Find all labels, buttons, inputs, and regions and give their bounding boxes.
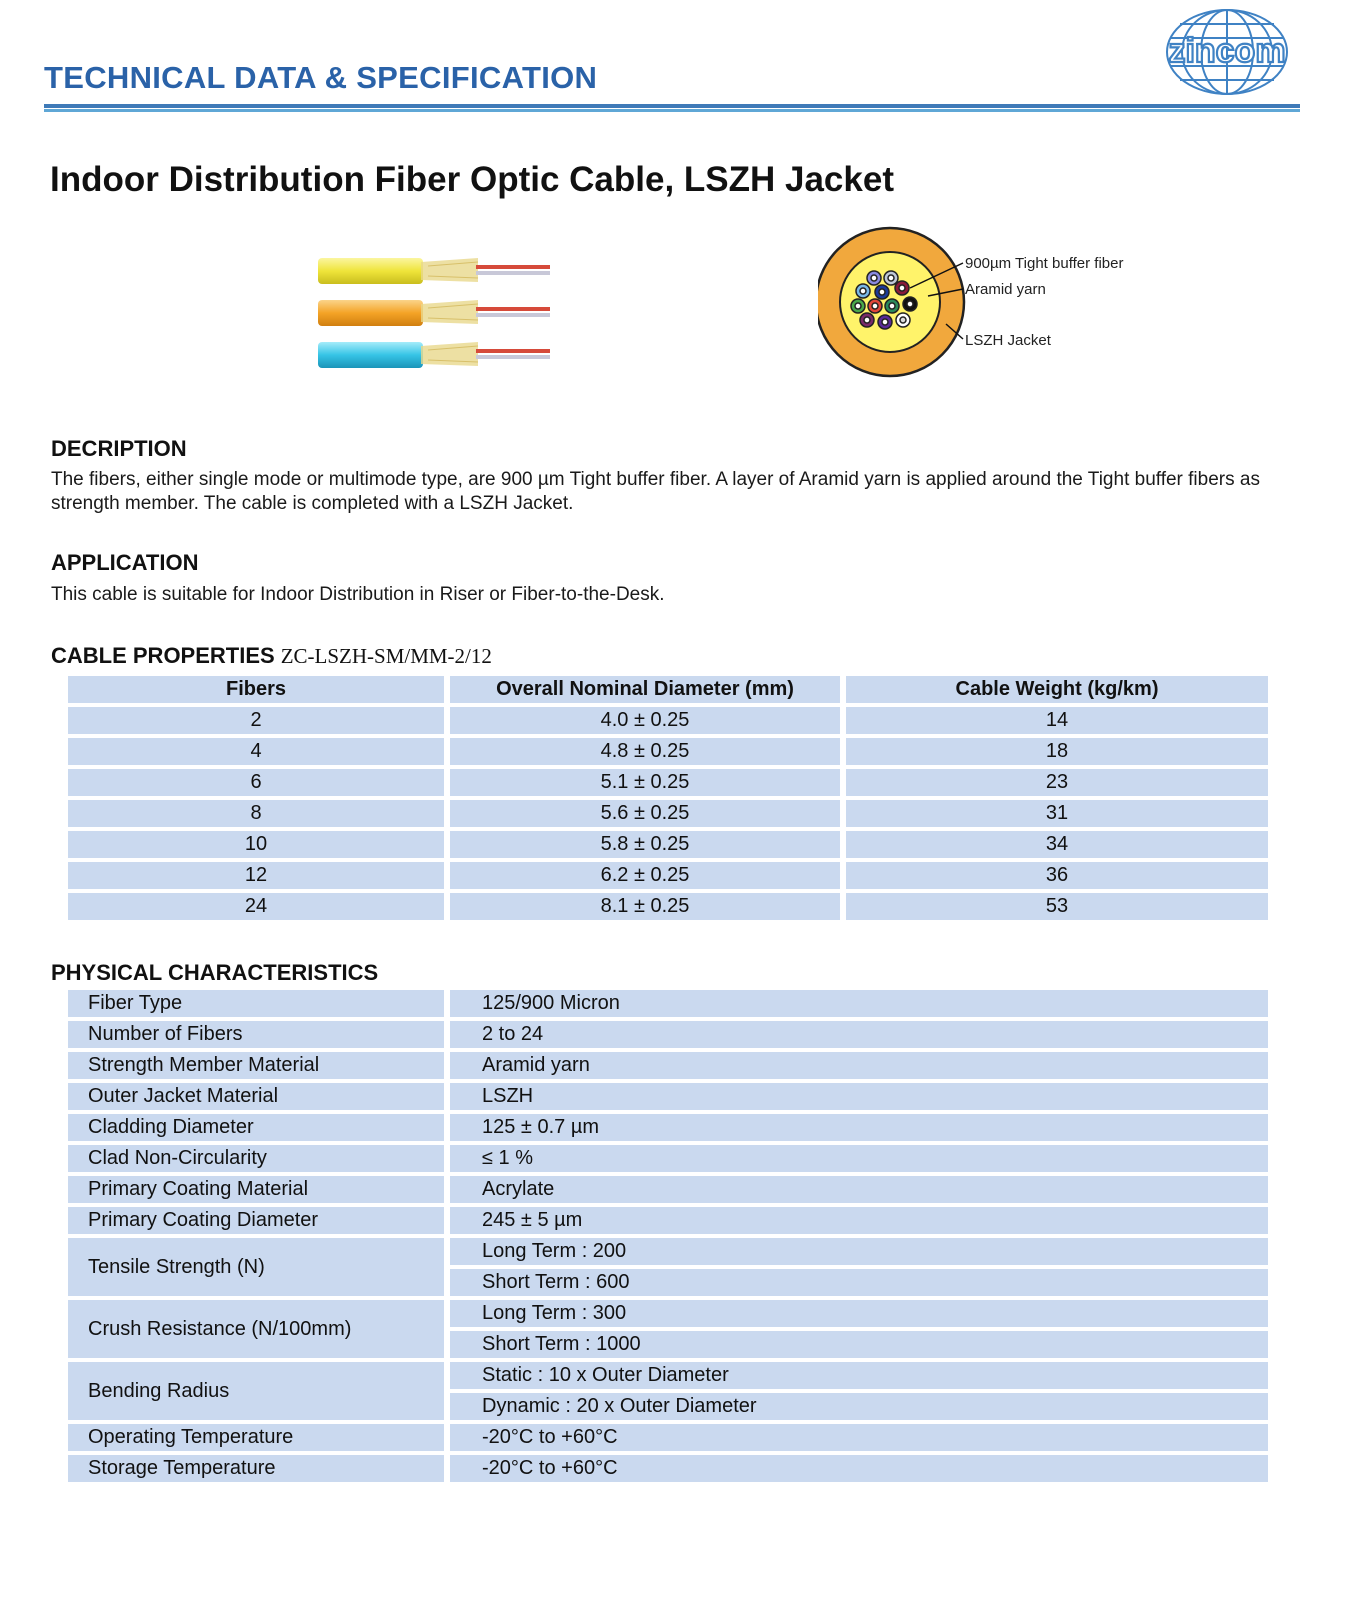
table-row: [68, 1021, 1268, 1048]
orange-cable: [318, 300, 550, 326]
property-value: Static : 10 x Outer Diameter: [444, 1362, 1268, 1389]
label-lszh-jacket: LSZH Jacket: [965, 332, 1051, 349]
property-value: 125/900 Micron: [444, 990, 1268, 1017]
table-row: [68, 769, 1268, 796]
table-cell: 18: [840, 738, 1268, 765]
property-name: Crush Resistance (N/100mm): [68, 1300, 444, 1358]
table-cell: 4.8 ± 0.25: [444, 738, 840, 765]
table-row: [68, 800, 1268, 827]
property-value: ≤ 1 %: [444, 1145, 1268, 1172]
property-value: -20°C to +60°C: [444, 1455, 1268, 1482]
property-name: Bending Radius: [68, 1362, 444, 1420]
table-row: [68, 862, 1268, 889]
table-cell: 6: [68, 769, 444, 796]
physical-heading: PHYSICAL CHARACTERISTICS: [51, 960, 379, 985]
table-row: [68, 893, 1268, 920]
property-name: Tensile Strength (N): [68, 1238, 444, 1296]
table-row: [68, 831, 1268, 858]
table-cell: 4.0 ± 0.25: [444, 707, 840, 734]
table-cell: 6.2 ± 0.25: [444, 862, 840, 889]
property-value: 125 ± 0.7 µm: [444, 1114, 1268, 1141]
property-name: Strength Member Material: [68, 1052, 444, 1079]
table-cell: 2: [68, 707, 444, 734]
property-name: Cladding Diameter: [68, 1114, 444, 1141]
table-row: [68, 1455, 1268, 1482]
table-cell: 8: [68, 800, 444, 827]
column-header: Cable Weight (kg/km): [840, 676, 1268, 703]
property-value: Short Term : 1000: [444, 1331, 1268, 1358]
table-cell: 12: [68, 862, 444, 889]
property-name: Storage Temperature: [68, 1455, 444, 1482]
table-row: [68, 1362, 1268, 1389]
cable-properties-title: CABLE PROPERTIES: [51, 643, 275, 668]
property-name: Outer Jacket Material: [68, 1083, 444, 1110]
table-cell: 36: [840, 862, 1268, 889]
description-heading: DECRIPTION: [51, 436, 187, 461]
application-text: This cable is suitable for Indoor Distribution in Riser or Fiber-to-the-Desk.: [51, 584, 665, 605]
cable-cross-section-diagram: [818, 226, 1248, 406]
property-value: Long Term : 200: [444, 1238, 1268, 1265]
table-row: [68, 1145, 1268, 1172]
label-aramid-yarn: Aramid yarn: [965, 281, 1046, 298]
cable-properties-heading: [51, 643, 492, 669]
table-row: [68, 990, 1268, 1017]
property-value: 245 ± 5 µm: [444, 1207, 1268, 1234]
table-cell: 53: [840, 893, 1268, 920]
zincom-logo: [1158, 6, 1296, 98]
property-value: Acrylate: [444, 1176, 1268, 1203]
column-header: Fibers: [68, 676, 444, 703]
application-heading: APPLICATION: [51, 550, 199, 575]
table-cell: 34: [840, 831, 1268, 858]
table-row: [68, 1207, 1268, 1234]
table-row: [68, 1176, 1268, 1203]
property-name: Clad Non-Circularity: [68, 1145, 444, 1172]
table-cell: 8.1 ± 0.25: [444, 893, 840, 920]
label-tight-buffer-fiber: 900µm Tight buffer fiber: [965, 255, 1124, 272]
table-cell: 10: [68, 831, 444, 858]
property-name: Operating Temperature: [68, 1424, 444, 1451]
property-value: Short Term : 600: [444, 1269, 1268, 1296]
property-value: -20°C to +60°C: [444, 1424, 1268, 1451]
cable-samples-image: [318, 256, 578, 386]
table-cell: 24: [68, 893, 444, 920]
table-row: [68, 1052, 1268, 1079]
column-header: Overall Nominal Diameter (mm): [444, 676, 840, 703]
table-row: [68, 1238, 1268, 1265]
cable-properties-table: [68, 672, 1268, 924]
table-row: [68, 1424, 1268, 1451]
table-cell: 31: [840, 800, 1268, 827]
table-row: [68, 1083, 1268, 1110]
table-row: [68, 738, 1268, 765]
property-name: Primary Coating Diameter: [68, 1207, 444, 1234]
table-cell: 5.1 ± 0.25: [444, 769, 840, 796]
cyan-cable: [318, 342, 550, 368]
property-value: LSZH: [444, 1083, 1268, 1110]
document-title: Indoor Distribution Fiber Optic Cable, LSZH Jacket: [50, 160, 894, 199]
property-name: Fiber Type: [68, 990, 444, 1017]
property-name: Number of Fibers: [68, 1021, 444, 1048]
table-cell: 5.6 ± 0.25: [444, 800, 840, 827]
property-value: 2 to 24: [444, 1021, 1268, 1048]
logo-text: zincom: [1168, 32, 1286, 70]
table-row: [68, 707, 1268, 734]
table-cell: 23: [840, 769, 1268, 796]
table-cell: 5.8 ± 0.25: [444, 831, 840, 858]
description-text: The fibers, either single mode or multimode type, are 900 µm Tight buffer fiber. A layer of Aramid yarn is applied around the Tight buffer fibers as strength member. The cable is completed with a LSZH Jacket.: [51, 469, 1260, 514]
physical-characteristics-table: [68, 986, 1268, 1486]
table-cell: 4: [68, 738, 444, 765]
table-row: [68, 1300, 1268, 1327]
yellow-cable: [318, 258, 550, 284]
property-value: Long Term : 300: [444, 1300, 1268, 1327]
header-title: TECHNICAL DATA & SPECIFICATION: [44, 60, 598, 95]
property-value: Dynamic : 20 x Outer Diameter: [444, 1393, 1268, 1420]
table-cell: 14: [840, 707, 1268, 734]
property-name: Primary Coating Material: [68, 1176, 444, 1203]
header-divider: [44, 104, 1300, 112]
table-row: [68, 1114, 1268, 1141]
model-number: ZC-LSZH-SM/MM-2/12: [280, 644, 492, 668]
property-value: Aramid yarn: [444, 1052, 1268, 1079]
table-header-row: [68, 676, 1268, 703]
